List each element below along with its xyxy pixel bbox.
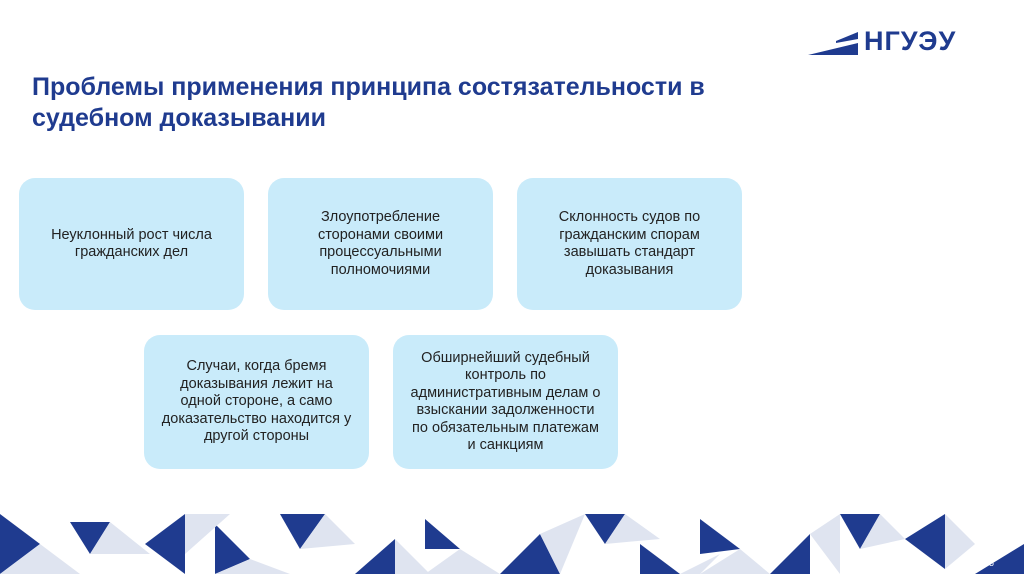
problem-box-1: Неуклонный рост числа гражданских дел <box>19 178 244 310</box>
problem-box-4: Случаи, когда бремя доказывания лежит на одной стороне, а само доказательство находится у другой стороны <box>144 335 369 469</box>
problem-box-3: Склонность судов по гражданским спорам завышать стандарт доказывания <box>517 178 742 310</box>
slide-title: Проблемы применения принципа состязательности в судебном доказывании <box>32 73 705 132</box>
logo-mark-icon <box>806 26 858 56</box>
logo <box>806 26 956 56</box>
logo-text: НГУЭУ <box>864 26 957 56</box>
footer-triangle-pattern <box>0 514 1024 574</box>
problem-box-5: Обширнейший судебный контроль по административным делам о взыскании задолженности по обязательным платежам и санкциям <box>393 335 618 469</box>
page-number: 5 <box>988 558 994 568</box>
problem-box-2: Злоупотребление сторонами своими процессуальными полномочиями <box>268 178 493 310</box>
